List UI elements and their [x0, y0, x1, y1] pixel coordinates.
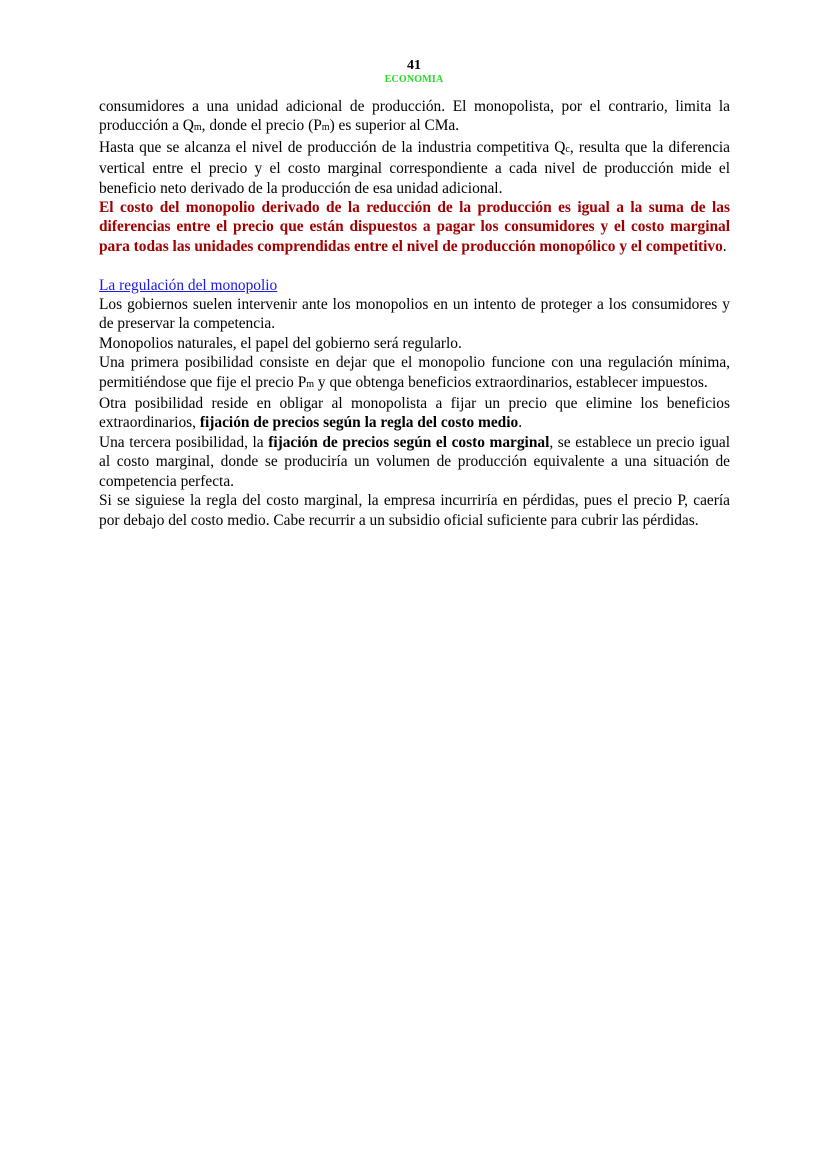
paragraph-competitive-level: Hasta que se alcanza el nivel de producción de la industria competitiva Qc, resulta que la diferencia vertical entre el precio y el costo marginal correspondiente a cada nivel de producción mide el beneficio neto derivado de la producción de esa unidad adicional. — [99, 138, 731, 197]
paragraph-subsidy: Si se siguiese la regla del costo marginal, la empresa incurriría en pérdidas, pues el precio P, caería por debajo del costo medio. Cabe recurrir a un subsidio oficial suficiente para cubrir las pérdidas. — [99, 492, 730, 529]
section-heading[interactable] — [99, 276, 730, 295]
section-heading-link[interactable]: La regulación del monopolio — [99, 276, 278, 294]
paragraph-marginal-cost-pricing: Una tercera posibilidad, la fijación de precios según el costo marginal, se establece un precio igual al costo marginal, donde se produciría un volumen de producción equivalente a una situación de competencia perfecta. — [99, 433, 730, 490]
paragraph-average-cost-rule: Otra posibilidad reside en obligar al monopolista a fijar un precio que elimine los beneficios extraordinarios, fijación de precios según la regla del costo medio. — [99, 395, 730, 432]
spacer — [99, 256, 730, 275]
paragraph-government-intervention: Los gobiernos suelen intervenir ante los monopolios en un intento de proteger a los consumidores y de preservar la competencia. — [99, 296, 730, 333]
page-header — [0, 58, 828, 86]
paragraph-monopoly-cost: El costo del monopolio derivado de la reducción de la producción es igual a la suma de las diferencias entre el precio que están dispuestos a pagar los consumidores y el costo marginal para todas las unidades comprendidas entre el nivel de producción monopólico y el competitivo. — [99, 199, 730, 255]
page-number: 41 — [407, 58, 421, 73]
paragraph-monopolist-limits: consumidores a una unidad adicional de producción. El monopolista, por el contrario, limita la producción a Qm, donde el precio (Pm) es superior al CMa. — [99, 98, 730, 135]
paragraph-first-possibility: Una primera posibilidad consiste en dejar que el monopolio funcione con una regulación mínima, permitiéndose que fije el precio Pm y que obtenga beneficios extraordinarios, establecer impuestos. — [99, 354, 730, 391]
running-title: ECONOMIA — [384, 74, 444, 85]
body-text — [99, 97, 730, 530]
paragraph-natural-monopolies: Monopolios naturales, el papel del gobierno será regularlo. — [99, 334, 462, 352]
